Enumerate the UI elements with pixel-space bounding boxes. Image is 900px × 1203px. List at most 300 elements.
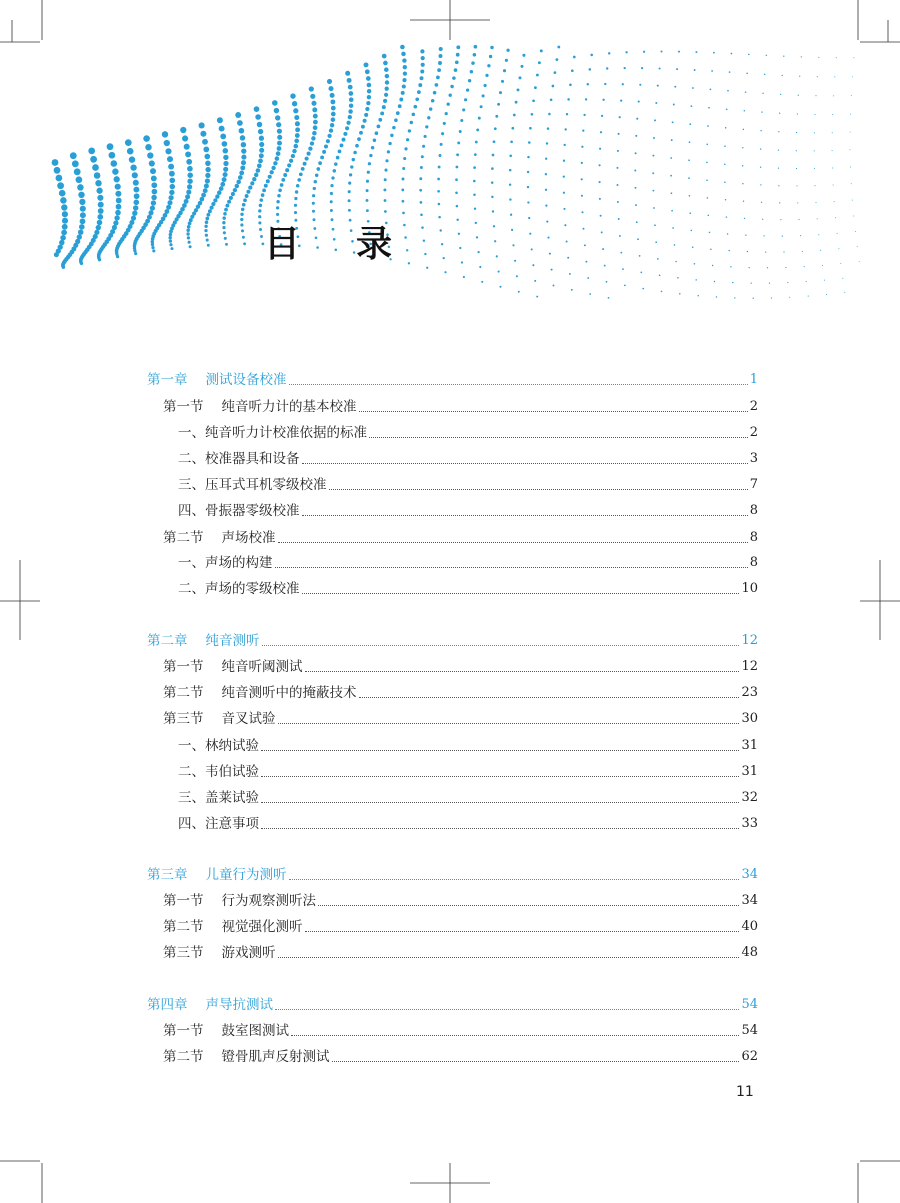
wave-dot bbox=[241, 155, 246, 160]
wave-dot bbox=[80, 218, 86, 224]
wave-dot bbox=[240, 223, 243, 226]
wave-dot bbox=[672, 121, 674, 123]
wave-dot bbox=[241, 142, 246, 147]
wave-dot bbox=[762, 219, 763, 220]
wave-dot bbox=[581, 178, 583, 180]
dot-leader bbox=[275, 567, 748, 568]
wave-dot bbox=[417, 90, 421, 94]
wave-dot bbox=[385, 159, 388, 162]
toc-chapter-row[interactable] bbox=[147, 865, 758, 885]
wave-dot bbox=[258, 221, 261, 224]
wave-dot bbox=[276, 206, 279, 209]
wave-dot bbox=[498, 271, 500, 273]
dot-leader bbox=[302, 515, 748, 516]
wave-dot bbox=[437, 178, 440, 181]
toc-entry-label bbox=[178, 814, 259, 834]
wave-dot bbox=[851, 95, 852, 96]
wave-dot bbox=[241, 160, 246, 165]
toc-entry-label bbox=[178, 475, 327, 495]
wave-dot bbox=[427, 116, 430, 119]
wave-dot bbox=[473, 193, 476, 196]
toc-item-row[interactable] bbox=[178, 814, 758, 834]
wave-dot bbox=[620, 99, 622, 101]
wave-dot bbox=[56, 175, 63, 182]
toc-item-row[interactable] bbox=[178, 553, 758, 573]
wave-dot bbox=[260, 198, 264, 202]
wave-dot bbox=[369, 154, 372, 157]
toc-item-row[interactable] bbox=[178, 736, 758, 756]
toc-section-row[interactable] bbox=[163, 1047, 758, 1067]
toc-section-row[interactable] bbox=[163, 657, 758, 677]
wave-dot bbox=[760, 167, 761, 168]
wave-dot bbox=[455, 60, 459, 64]
wave-dot bbox=[833, 185, 834, 186]
wave-dot bbox=[491, 181, 494, 184]
wave-dot bbox=[695, 279, 697, 281]
wave-dot bbox=[299, 172, 303, 176]
wave-dot bbox=[219, 186, 224, 191]
wave-dot bbox=[266, 179, 270, 183]
wave-dot bbox=[365, 107, 369, 111]
toc-page-number: 12 bbox=[741, 659, 758, 674]
wave-dot bbox=[276, 151, 281, 156]
page-title bbox=[264, 216, 392, 267]
wave-dot bbox=[349, 91, 354, 96]
wave-dot bbox=[203, 188, 208, 193]
wave-dot bbox=[127, 148, 134, 155]
wave-dot bbox=[655, 241, 657, 243]
wave-dot bbox=[835, 217, 836, 218]
wave-dot bbox=[853, 216, 854, 217]
wave-dot bbox=[233, 188, 237, 192]
wave-dot bbox=[832, 132, 833, 133]
wave-dot bbox=[436, 76, 440, 80]
wave-dot bbox=[264, 184, 268, 188]
wave-dot bbox=[456, 205, 459, 208]
wave-dot bbox=[385, 80, 389, 84]
wave-dot bbox=[301, 167, 305, 171]
wave-dot bbox=[617, 150, 619, 152]
wave-dot bbox=[783, 56, 784, 57]
wave-dot bbox=[617, 184, 619, 186]
wave-dot bbox=[365, 69, 370, 74]
wave-dot bbox=[482, 94, 485, 97]
wave-dot bbox=[170, 247, 173, 250]
wave-dot bbox=[308, 146, 312, 150]
toc-section-row[interactable] bbox=[163, 1021, 758, 1041]
toc-entry-text: 纯音听力计的基本校准 bbox=[221, 399, 357, 415]
wave-dot bbox=[271, 166, 275, 170]
wave-dot bbox=[724, 145, 726, 147]
wave-dot bbox=[441, 132, 444, 135]
wave-dot bbox=[240, 213, 243, 216]
dot-leader bbox=[359, 697, 740, 698]
wave-dot bbox=[569, 84, 572, 87]
toc-entry-label bbox=[163, 528, 276, 548]
wave-dot bbox=[62, 224, 68, 230]
wave-dot bbox=[375, 131, 379, 135]
toc-item-row[interactable] bbox=[178, 449, 758, 469]
wave-dot bbox=[585, 98, 587, 100]
wave-dot bbox=[661, 291, 663, 293]
wave-dot bbox=[387, 150, 390, 153]
wave-dot bbox=[151, 200, 156, 205]
wave-dot bbox=[727, 90, 729, 92]
wave-dot bbox=[312, 202, 315, 205]
wave-dot bbox=[818, 234, 819, 235]
wave-dot bbox=[743, 201, 744, 202]
wave-dot bbox=[459, 247, 461, 249]
wave-dot bbox=[798, 219, 799, 220]
wave-dot bbox=[330, 200, 333, 203]
wave-dot bbox=[97, 195, 103, 201]
wave-dot bbox=[527, 201, 529, 203]
wave-dot bbox=[348, 209, 351, 212]
wave-dot bbox=[639, 84, 641, 86]
wave-dot bbox=[243, 242, 246, 245]
toc-section-row[interactable] bbox=[163, 683, 758, 703]
toc-item-row[interactable] bbox=[178, 762, 758, 782]
wave-dot bbox=[606, 67, 608, 69]
wave-dot bbox=[274, 108, 279, 113]
wave-dot bbox=[150, 168, 156, 174]
wave-dot bbox=[318, 161, 322, 165]
title-char-2: 录 bbox=[356, 224, 393, 265]
wave-dot bbox=[199, 122, 205, 128]
wave-dot bbox=[98, 202, 104, 208]
dot-leader bbox=[262, 645, 740, 646]
wave-dot bbox=[290, 93, 295, 98]
wave-dot bbox=[231, 192, 235, 196]
wave-dot bbox=[458, 233, 460, 235]
wave-dot bbox=[571, 289, 573, 291]
wave-dot bbox=[261, 193, 265, 197]
toc-page-number: 8 bbox=[749, 555, 758, 570]
wave-dot bbox=[402, 178, 405, 181]
wave-dot bbox=[222, 216, 225, 219]
wave-dot bbox=[132, 172, 138, 178]
wave-dot bbox=[452, 76, 456, 80]
wave-dot bbox=[540, 49, 543, 52]
wave-dot bbox=[187, 236, 190, 239]
wave-dot bbox=[401, 52, 406, 57]
wave-dot bbox=[697, 295, 698, 296]
dot-leader bbox=[289, 384, 748, 385]
wave-dot bbox=[404, 147, 407, 150]
wave-dot bbox=[519, 76, 522, 79]
toc-chapter-row[interactable] bbox=[147, 370, 758, 390]
wave-dot bbox=[402, 58, 406, 62]
wave-dot bbox=[731, 53, 733, 55]
dot-leader bbox=[261, 828, 739, 829]
wave-dot bbox=[510, 140, 513, 143]
wave-dot bbox=[277, 146, 282, 151]
wave-dot bbox=[511, 127, 514, 130]
wave-dot bbox=[57, 182, 64, 189]
dot-leader bbox=[275, 1009, 739, 1010]
wave-dot bbox=[608, 297, 610, 299]
wave-dot bbox=[796, 168, 797, 169]
toc-entry-number: 第四章 bbox=[147, 997, 188, 1013]
wave-dot bbox=[531, 248, 533, 250]
wave-dot bbox=[208, 209, 212, 213]
wave-dot bbox=[205, 234, 208, 237]
wave-dot bbox=[262, 189, 266, 193]
wave-dot bbox=[114, 176, 120, 182]
wave-dot bbox=[711, 70, 713, 72]
wave-dot bbox=[312, 210, 315, 213]
wave-dot bbox=[80, 262, 83, 265]
toc-entry-text: 音叉试验 bbox=[221, 711, 276, 727]
wave-dot bbox=[583, 228, 585, 230]
toc-page-number: 32 bbox=[741, 790, 758, 805]
wave-dot bbox=[474, 207, 476, 209]
wave-dot bbox=[657, 258, 659, 260]
wave-dot bbox=[529, 233, 531, 235]
wave-dot bbox=[635, 187, 637, 189]
wave-dot bbox=[403, 65, 407, 69]
wave-dot bbox=[804, 266, 805, 267]
wave-dot bbox=[652, 190, 654, 192]
wave-dot bbox=[785, 267, 786, 268]
wave-dot bbox=[363, 119, 367, 123]
wave-dot bbox=[245, 194, 249, 198]
page-number: 11 bbox=[736, 1084, 754, 1100]
wave-dot bbox=[836, 57, 837, 58]
wave-dot bbox=[608, 52, 610, 54]
wave-dot bbox=[352, 158, 355, 161]
toc-section-row[interactable] bbox=[163, 917, 758, 937]
wave-dot bbox=[494, 127, 497, 130]
wave-dot bbox=[798, 95, 799, 96]
wave-dot bbox=[660, 50, 662, 52]
wave-dot bbox=[622, 83, 624, 85]
wave-dot bbox=[728, 250, 729, 251]
wave-dot bbox=[152, 249, 155, 252]
toc-item-row[interactable] bbox=[178, 579, 758, 599]
wave-dot bbox=[826, 294, 827, 295]
wave-dot bbox=[357, 137, 361, 141]
wave-dot bbox=[399, 98, 403, 102]
toc-section-row[interactable] bbox=[163, 397, 758, 417]
wave-dot bbox=[769, 282, 770, 283]
wave-dot bbox=[204, 229, 207, 232]
wave-dot bbox=[257, 122, 263, 128]
toc-entry-text: 测试设备校准 bbox=[205, 372, 287, 388]
wave-dot bbox=[779, 202, 780, 203]
toc-page-number: 30 bbox=[741, 711, 758, 726]
wave-dot bbox=[449, 94, 452, 97]
wave-dot bbox=[437, 68, 441, 72]
wave-dot bbox=[206, 238, 209, 241]
wave-dot bbox=[418, 83, 422, 87]
toc-section-row[interactable] bbox=[163, 528, 758, 548]
wave-dot bbox=[431, 99, 435, 103]
wave-dot bbox=[782, 75, 783, 76]
wave-dot bbox=[125, 139, 132, 146]
wave-dot bbox=[276, 200, 279, 203]
wave-dot bbox=[859, 261, 860, 262]
wave-dot bbox=[420, 49, 424, 53]
wave-dot bbox=[600, 215, 602, 217]
wave-dot bbox=[534, 86, 537, 89]
wave-dot bbox=[652, 155, 654, 157]
wave-dot bbox=[538, 61, 541, 64]
toc-entry-label bbox=[178, 788, 259, 808]
toc-section-row[interactable] bbox=[163, 943, 758, 963]
wave-dot bbox=[203, 147, 209, 153]
wave-dot bbox=[496, 255, 498, 257]
wave-dot bbox=[240, 218, 243, 221]
wave-dot bbox=[349, 103, 354, 108]
wave-dot bbox=[187, 166, 193, 172]
wave-dot bbox=[763, 235, 764, 236]
toc-item-row[interactable] bbox=[178, 423, 758, 443]
wave-dot bbox=[385, 87, 389, 91]
wave-dot bbox=[242, 203, 246, 207]
toc-page-number: 34 bbox=[741, 867, 758, 882]
wave-dot bbox=[377, 125, 381, 129]
toc-entry-label bbox=[163, 943, 276, 963]
wave-dot bbox=[642, 288, 644, 290]
toc-item-row[interactable] bbox=[178, 475, 758, 495]
toc-entry-number: 第二节 bbox=[163, 685, 204, 701]
wave-dot bbox=[424, 135, 427, 138]
wave-dot bbox=[423, 239, 425, 241]
wave-dot bbox=[435, 83, 439, 87]
wave-dot bbox=[222, 141, 228, 147]
wave-dot bbox=[74, 168, 81, 175]
toc-entry-label bbox=[163, 709, 276, 729]
wave-dot bbox=[88, 148, 95, 155]
wave-dot bbox=[403, 71, 407, 75]
wave-dot bbox=[278, 189, 282, 193]
wave-dot bbox=[151, 243, 154, 246]
wave-dot bbox=[688, 177, 690, 179]
wave-dot bbox=[797, 202, 798, 203]
wave-dot bbox=[296, 184, 300, 188]
wave-dot bbox=[477, 251, 479, 253]
wave-dot bbox=[402, 212, 405, 215]
dot-leader bbox=[278, 723, 740, 724]
toc-section-row[interactable] bbox=[163, 709, 758, 729]
wave-dot bbox=[145, 144, 151, 150]
toc-page-number: 8 bbox=[749, 530, 758, 545]
wave-dot bbox=[674, 244, 676, 246]
toc-page-number: 12 bbox=[741, 633, 758, 648]
wave-dot bbox=[327, 134, 331, 138]
wave-dot bbox=[599, 148, 601, 150]
wave-dot bbox=[297, 178, 301, 182]
wave-dot bbox=[348, 85, 353, 90]
wave-dot bbox=[566, 240, 568, 242]
wave-dot bbox=[479, 266, 481, 268]
wave-dot bbox=[256, 168, 261, 173]
wave-dot bbox=[471, 61, 475, 65]
wave-dot bbox=[257, 163, 262, 168]
toc-entry-text: 纯音测听 bbox=[205, 633, 260, 649]
wave-dot bbox=[480, 105, 483, 108]
wave-dot bbox=[837, 233, 838, 234]
wave-dot bbox=[601, 231, 603, 233]
wave-dot bbox=[491, 196, 493, 198]
wave-dot bbox=[461, 261, 463, 263]
toc-page-number: 40 bbox=[741, 919, 758, 934]
wave-dot bbox=[780, 219, 781, 220]
wave-dot bbox=[305, 157, 309, 161]
wave-dot bbox=[497, 103, 500, 106]
wave-dot bbox=[254, 106, 260, 112]
toc-item-row[interactable] bbox=[178, 501, 758, 521]
wave-dot bbox=[834, 201, 835, 202]
wave-dot bbox=[730, 266, 731, 267]
wave-dot bbox=[624, 285, 626, 287]
wave-dot bbox=[366, 76, 371, 81]
wave-dot bbox=[729, 71, 731, 73]
wave-dot bbox=[455, 178, 458, 181]
wave-dot bbox=[619, 235, 621, 237]
wave-dot bbox=[205, 217, 209, 221]
wave-dot bbox=[599, 198, 601, 200]
toc-chapter-row[interactable] bbox=[147, 995, 758, 1015]
wave-dot bbox=[753, 298, 754, 299]
wave-dot bbox=[294, 197, 297, 200]
wave-dot bbox=[476, 128, 479, 131]
wave-dot bbox=[361, 125, 365, 129]
wave-dot bbox=[239, 171, 244, 176]
toc-section-row[interactable] bbox=[163, 891, 758, 911]
wave-dot bbox=[149, 160, 155, 166]
toc-item-row[interactable] bbox=[178, 788, 758, 808]
wave-dot bbox=[162, 131, 168, 137]
wave-dot bbox=[624, 67, 626, 69]
wave-dot bbox=[151, 195, 157, 201]
wave-dot bbox=[309, 86, 314, 91]
wave-dot bbox=[392, 126, 396, 130]
wave-dot bbox=[532, 264, 534, 266]
wave-dot bbox=[443, 122, 446, 125]
wave-dot bbox=[367, 83, 372, 88]
wave-dot bbox=[283, 173, 287, 177]
wave-dot bbox=[223, 167, 228, 172]
wave-dot bbox=[133, 187, 139, 193]
wave-dot bbox=[294, 139, 299, 144]
wave-dot bbox=[492, 210, 494, 212]
wave-dot bbox=[778, 185, 779, 186]
wave-dot bbox=[340, 143, 344, 147]
wave-dot bbox=[581, 195, 583, 197]
toc-entry-label bbox=[178, 553, 273, 573]
wave-dot bbox=[501, 80, 504, 83]
wave-dot bbox=[180, 127, 186, 133]
wave-dot bbox=[292, 149, 296, 153]
wave-dot bbox=[311, 136, 315, 140]
wave-dot bbox=[547, 237, 549, 239]
wave-dot bbox=[222, 177, 227, 182]
toc-entry-text: 声导抗测试 bbox=[205, 997, 273, 1013]
dot-leader bbox=[289, 879, 740, 880]
wave-dot bbox=[659, 274, 661, 276]
wave-dot bbox=[475, 141, 478, 144]
wave-dot bbox=[184, 199, 189, 204]
wave-dot bbox=[222, 221, 225, 224]
wave-dot bbox=[169, 178, 175, 184]
wave-dot bbox=[275, 115, 280, 120]
wave-dot bbox=[90, 156, 97, 163]
wave-dot bbox=[364, 62, 369, 67]
toc-chapter-row[interactable] bbox=[147, 631, 758, 651]
wave-dot bbox=[509, 183, 511, 185]
